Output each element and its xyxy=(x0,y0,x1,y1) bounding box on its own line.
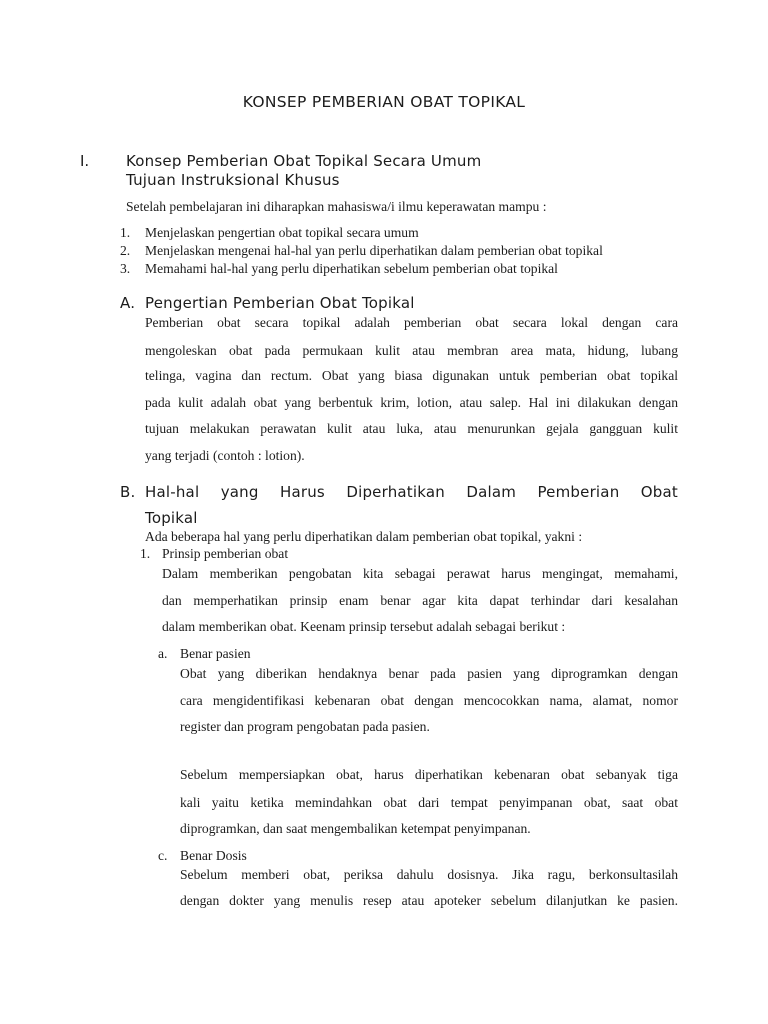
subsection-heading: Hal-hal yang Harus Diperhatikan Dalam Pemberian Obat xyxy=(145,483,678,501)
paragraph-line: Sebelum mempersiapkan obat, harus diperhatikan kebenaran obat sebanyak tiga xyxy=(180,767,678,782)
list-item: Menjelaskan mengenai hal-hal yan perlu diperhatikan dalam pemberian obat topikal xyxy=(145,243,603,258)
paragraph-line: telinga, vagina dan rectum. Obat yang biasa digunakan untuk pemberian obat topikal xyxy=(145,368,678,383)
list-number: 1. xyxy=(120,225,131,240)
section-heading: Konsep Pemberian Obat Topikal Secara Umum xyxy=(126,152,482,170)
paragraph-line: pada kulit adalah obat yang berbentuk krim, lotion, atau salep. Hal ini dilakukan dengan xyxy=(145,395,678,410)
paragraph-line: Pemberian obat secara topikal adalah pemberian obat secara lokal dengan cara xyxy=(145,315,678,330)
list-number: 1. xyxy=(140,546,151,561)
paragraph-line: diprogramkan, dan saat mengembalikan ketempat penyimpanan. xyxy=(180,821,531,836)
section-number: I. xyxy=(80,152,90,170)
subsection-letter: B. xyxy=(120,483,136,501)
list-item: Menjelaskan pengertian obat topikal secara umum xyxy=(145,225,419,240)
paragraph-line: Dalam memberikan pengobatan kita sebagai perawat harus mengingat, memahami, xyxy=(162,566,678,581)
paragraph-line: dan memperhatikan prinsip enam benar agar kita dapat terhindar dari kesalahan xyxy=(162,593,678,608)
sublist-label: Benar Dosis xyxy=(180,848,247,863)
paragraph-line: mengoleskan obat pada permukaan kulit atau membran area mata, hidung, lubang xyxy=(145,343,678,358)
paragraph-line: Sebelum memberi obat, periksa dahulu dosisnya. Jika ragu, berkonsultasilah xyxy=(180,867,678,882)
sublist-letter: c. xyxy=(158,848,168,863)
paragraph-line: Obat yang diberikan hendaknya benar pada pasien yang diprogramkan dengan xyxy=(180,666,678,681)
document-title: KONSEP PEMBERIAN OBAT TOPIKAL xyxy=(242,93,526,111)
subsection-heading: Pengertian Pemberian Obat Topikal xyxy=(145,294,415,312)
sublist-label: Benar pasien xyxy=(180,646,251,661)
paragraph-line: dengan dokter yang menulis resep atau apoteker sebelum dilanjutkan ke pasien. xyxy=(180,893,678,908)
paragraph-line: kali yaitu ketika memindahkan obat dari tempat penyimpanan obat, saat obat xyxy=(180,795,678,810)
section-subheading: Tujuan Instruksional Khusus xyxy=(126,171,340,189)
section-intro: Ada beberapa hal yang perlu diperhatikan dalam pemberian obat topikal, yakni : xyxy=(145,529,583,544)
paragraph-line: cara mengidentifikasi kebenaran obat dengan mencocokkan nama, alamat, nomor xyxy=(180,693,678,708)
list-item: Memahami hal-hal yang perlu diperhatikan sebelum pemberian obat topikal xyxy=(145,261,558,276)
list-number: 2. xyxy=(120,243,131,258)
paragraph-line: yang terjadi (contoh : lotion). xyxy=(145,448,305,463)
list-number: 3. xyxy=(120,261,131,276)
subsection-heading-continued: Topikal xyxy=(145,509,198,527)
subsection-letter: A. xyxy=(120,294,136,312)
paragraph-line: dalam memberikan obat. Keenam prinsip tersebut adalah sebagai berikut : xyxy=(162,619,566,634)
list-item-label: Prinsip pemberian obat xyxy=(162,546,289,561)
paragraph-line: tujuan melakukan perawatan kulit atau luka, atau menurunkan gejala gangguan kulit xyxy=(145,421,678,436)
sublist-letter: a. xyxy=(158,646,168,661)
paragraph-line: register dan program pengobatan pada pasien. xyxy=(180,719,430,734)
objectives-intro: Setelah pembelajaran ini diharapkan mahasiswa/i ilmu keperawatan mampu : xyxy=(126,199,547,214)
